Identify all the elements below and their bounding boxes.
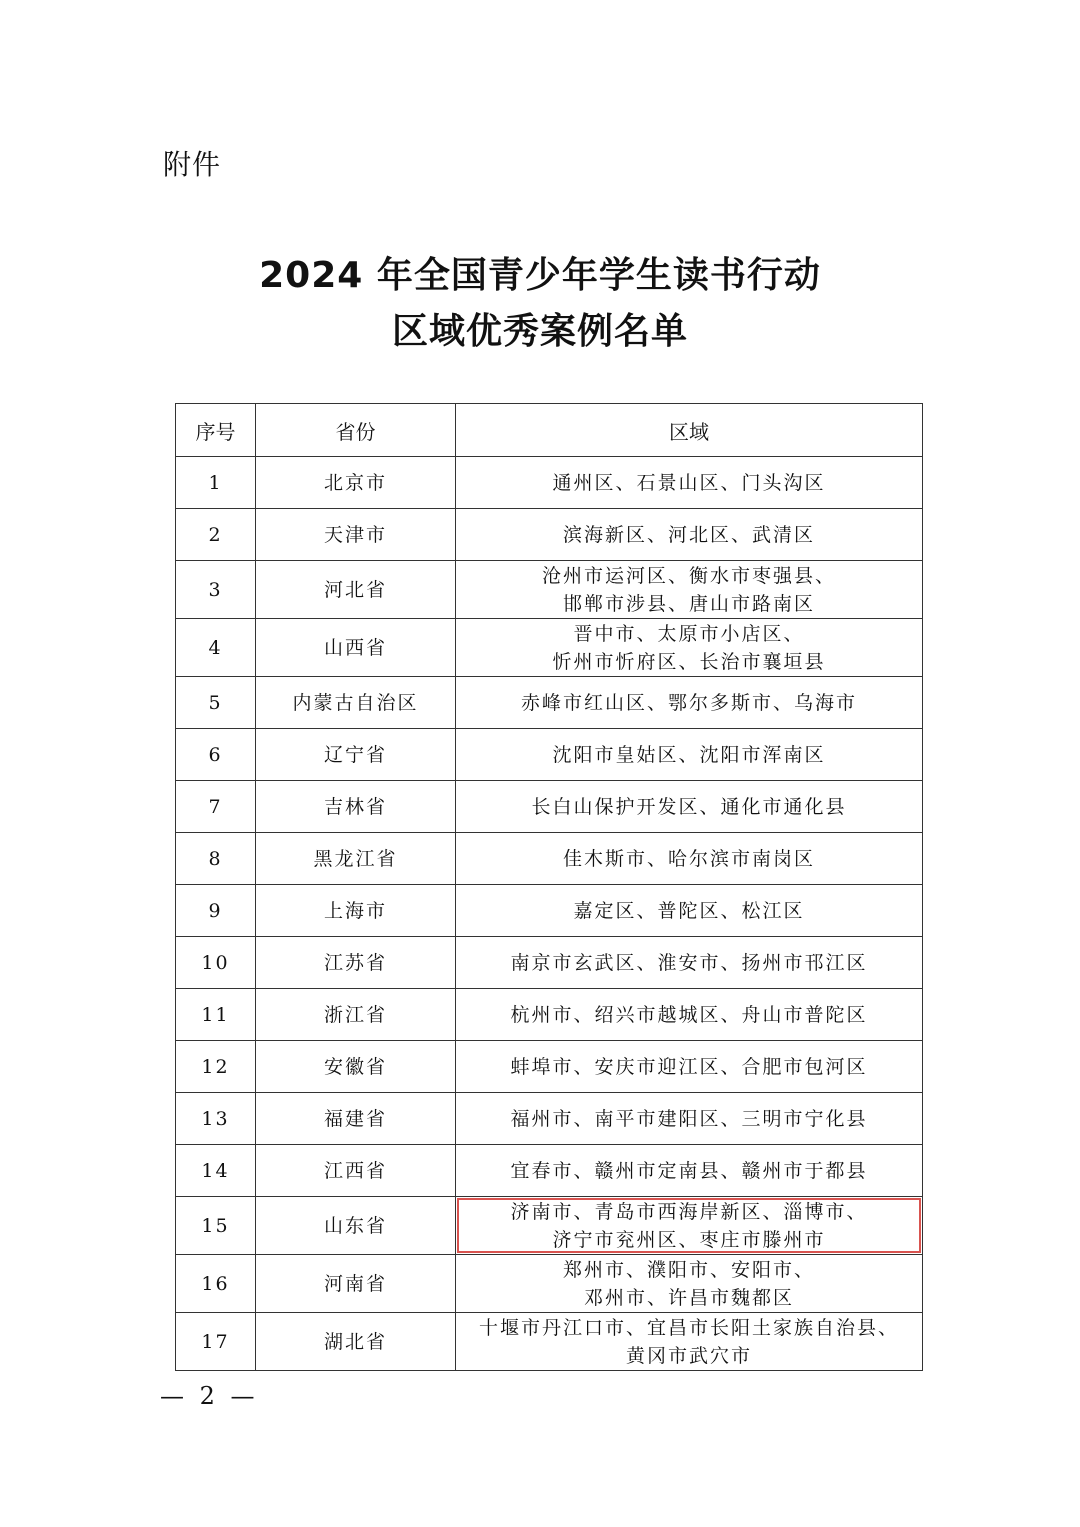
cell-province: 江苏省 bbox=[256, 937, 456, 989]
cell-serial-number: 11 bbox=[176, 989, 256, 1041]
cell-serial-number: 17 bbox=[176, 1313, 256, 1371]
region-line: 杭州市、绍兴市越城区、舟山市普陀区 bbox=[510, 1003, 868, 1026]
table-row bbox=[176, 1093, 923, 1145]
region-line: 沧州市运河区、衡水市枣强县、 bbox=[541, 564, 836, 587]
table-row bbox=[176, 1145, 923, 1197]
region-line: 南京市玄武区、淮安市、扬州市邗江区 bbox=[510, 951, 868, 974]
cell-region bbox=[456, 1145, 923, 1197]
cell-serial-number: 2 bbox=[176, 509, 256, 561]
cell-region bbox=[456, 619, 923, 677]
cell-region bbox=[456, 833, 923, 885]
attachment-label: 附件 bbox=[163, 148, 222, 181]
cell-region bbox=[456, 1255, 923, 1313]
cell-region bbox=[456, 509, 923, 561]
region-line: 通州区、石景山区、门头沟区 bbox=[552, 471, 826, 494]
cell-region bbox=[456, 729, 923, 781]
table-row bbox=[176, 729, 923, 781]
table-body bbox=[176, 457, 923, 1371]
cell-serial-number: 1 bbox=[176, 457, 256, 509]
document-title-line-2: 区域优秀案例名单 bbox=[391, 311, 688, 352]
table-row bbox=[176, 1313, 923, 1371]
region-line: 忻州市忻府区、长治市襄垣县 bbox=[552, 650, 826, 673]
cell-province: 黑龙江省 bbox=[256, 833, 456, 885]
cell-serial-number: 16 bbox=[176, 1255, 256, 1313]
region-line: 福州市、南平市建阳区、三明市宁化县 bbox=[510, 1107, 868, 1130]
cell-province: 山西省 bbox=[256, 619, 456, 677]
cell-province: 辽宁省 bbox=[256, 729, 456, 781]
table-row bbox=[176, 457, 923, 509]
cell-province: 浙江省 bbox=[256, 989, 456, 1041]
region-line: 十堰市丹江口市、宜昌市长阳土家族自治县、 bbox=[478, 1316, 899, 1339]
table-row bbox=[176, 509, 923, 561]
region-line: 郑州市、濮阳市、安阳市、 bbox=[562, 1258, 815, 1281]
table-row bbox=[176, 1255, 923, 1313]
cell-region bbox=[456, 1041, 923, 1093]
table-row bbox=[176, 1041, 923, 1093]
table-row bbox=[176, 677, 923, 729]
cell-province: 江西省 bbox=[256, 1145, 456, 1197]
region-line: 宜春市、赣州市定南县、赣州市于都县 bbox=[510, 1159, 868, 1182]
cell-province: 北京市 bbox=[256, 457, 456, 509]
cell-region bbox=[456, 781, 923, 833]
cell-province: 吉林省 bbox=[256, 781, 456, 833]
cell-region bbox=[456, 1093, 923, 1145]
cell-region bbox=[456, 989, 923, 1041]
table-row bbox=[176, 561, 923, 619]
cell-province: 安徽省 bbox=[256, 1041, 456, 1093]
header-region: 区域 bbox=[456, 404, 923, 457]
cell-region bbox=[456, 561, 923, 619]
cell-province: 福建省 bbox=[256, 1093, 456, 1145]
table-row bbox=[176, 1197, 923, 1255]
cell-region bbox=[456, 677, 923, 729]
cell-serial-number: 12 bbox=[176, 1041, 256, 1093]
cell-province: 河南省 bbox=[256, 1255, 456, 1313]
cell-serial-number: 6 bbox=[176, 729, 256, 781]
cell-serial-number: 13 bbox=[176, 1093, 256, 1145]
cell-region bbox=[456, 457, 923, 509]
region-line: 邯郸市涉县、唐山市路南区 bbox=[562, 592, 815, 615]
table-row bbox=[176, 937, 923, 989]
table-row bbox=[176, 619, 923, 677]
cell-serial-number: 9 bbox=[176, 885, 256, 937]
cell-province: 内蒙古自治区 bbox=[256, 677, 456, 729]
region-line: 黄冈市武穴市 bbox=[625, 1344, 752, 1367]
cell-region bbox=[456, 885, 923, 937]
cell-region bbox=[456, 937, 923, 989]
header-province: 省份 bbox=[256, 404, 456, 457]
cell-serial-number: 5 bbox=[176, 677, 256, 729]
case-list-table bbox=[175, 403, 923, 1371]
cell-province: 河北省 bbox=[256, 561, 456, 619]
cell-serial-number: 10 bbox=[176, 937, 256, 989]
table-row bbox=[176, 989, 923, 1041]
region-line: 沈阳市皇姑区、沈阳市浑南区 bbox=[552, 743, 826, 766]
region-line: 长白山保护开发区、通化市通化县 bbox=[531, 795, 847, 818]
table-row bbox=[176, 833, 923, 885]
cell-serial-number: 4 bbox=[176, 619, 256, 677]
table-row bbox=[176, 885, 923, 937]
table-row bbox=[176, 781, 923, 833]
region-line: 晋中市、太原市小店区、 bbox=[573, 622, 805, 645]
cell-province: 上海市 bbox=[256, 885, 456, 937]
table-header-row bbox=[176, 404, 923, 457]
cell-serial-number: 7 bbox=[176, 781, 256, 833]
document-title-line-1: 2024 年全国青少年学生读书行动 bbox=[259, 255, 821, 296]
cell-province: 山东省 bbox=[256, 1197, 456, 1255]
cell-region bbox=[456, 1197, 923, 1255]
cell-serial-number: 14 bbox=[176, 1145, 256, 1197]
cell-serial-number: 15 bbox=[176, 1197, 256, 1255]
region-line: 济宁市兖州区、枣庄市滕州市 bbox=[552, 1228, 826, 1251]
region-line: 赤峰市红山区、鄂尔多斯市、乌海市 bbox=[520, 691, 857, 714]
page-number: — 2 — bbox=[160, 1382, 259, 1410]
cell-province: 湖北省 bbox=[256, 1313, 456, 1371]
cell-region bbox=[456, 1313, 923, 1371]
region-line: 邓州市、许昌市魏都区 bbox=[583, 1286, 794, 1309]
cell-serial-number: 8 bbox=[176, 833, 256, 885]
region-line: 滨海新区、河北区、武清区 bbox=[562, 523, 815, 546]
cell-province: 天津市 bbox=[256, 509, 456, 561]
header-serial-number: 序号 bbox=[176, 404, 256, 457]
region-line: 嘉定区、普陀区、松江区 bbox=[573, 899, 805, 922]
cell-serial-number: 3 bbox=[176, 561, 256, 619]
region-line: 佳木斯市、哈尔滨市南岗区 bbox=[562, 847, 815, 870]
region-line: 济南市、青岛市西海岸新区、淄博市、 bbox=[510, 1200, 868, 1223]
region-line: 蚌埠市、安庆市迎江区、合肥市包河区 bbox=[510, 1055, 868, 1078]
